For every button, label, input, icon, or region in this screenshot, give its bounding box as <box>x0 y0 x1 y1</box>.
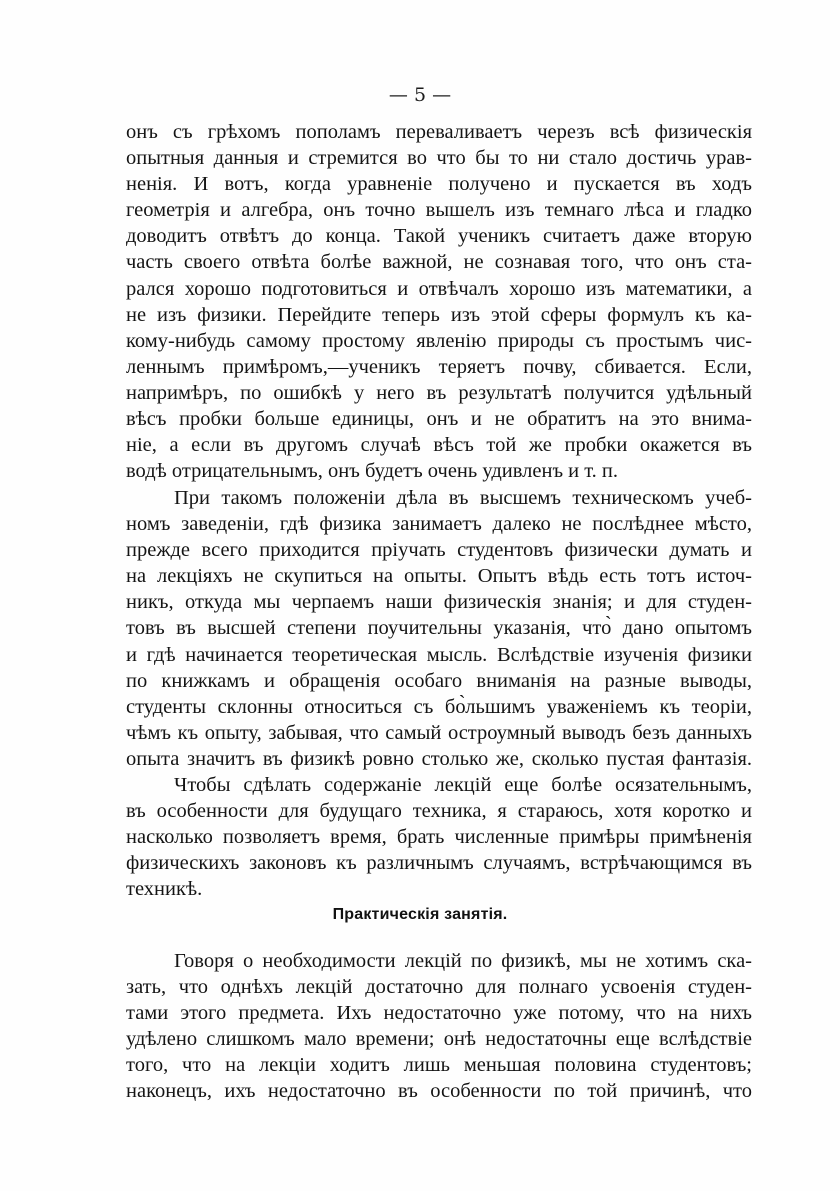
text-line: вѣсъ пробки больше единицы, онъ и не обратитъ на это внима- <box>126 408 752 431</box>
text-line: прежде всего приходится пріучать студентовъ физически думать и <box>126 539 752 562</box>
text-line: доводитъ отвѣтъ до конца. Такой ученикъ считаетъ даже вторую <box>126 225 752 248</box>
text-line: геометрія и алгебра, онъ точно вышелъ изъ темнаго лѣса и гладко <box>126 199 752 222</box>
text-line: техникѣ. <box>126 878 203 901</box>
text-line: ненія. И вотъ, когда уравненіе получено и пускается въ ходъ <box>126 173 752 196</box>
text-line: рался хорошо подготовиться и отвѣчалъ хорошо изъ математики, а <box>126 277 752 300</box>
text-line: въ особенности для будущаго техника, я стараюсь, хотя коротко и <box>126 800 752 823</box>
text-line: кому-нибудь самому простому явленію природы съ простымъ чис- <box>126 329 752 352</box>
section-heading: Практическія занятія. <box>332 906 508 923</box>
paragraph-2 <box>126 485 752 772</box>
text-line: опыта значитъ въ физикѣ ровно столько же, сколько пустая фантазія. <box>126 747 752 770</box>
page-number: — 5 — <box>388 84 452 106</box>
text-line: зать, что однѣхъ лекцій достаточно для полнаго усвоенія студен- <box>126 976 752 999</box>
text-line: того, что на лекціи ходитъ лишь меньшая половина студентовъ; <box>126 1054 752 1077</box>
text-line: физическихъ законовъ къ различнымъ случаямъ, встрѣчающимся въ <box>126 852 752 875</box>
text-line: опытныя данныя и стремится во что бы то ни стало достичь урав- <box>126 147 752 170</box>
text-line: водѣ отрицательнымъ, онъ будетъ очень удивленъ и т. п. <box>126 460 619 483</box>
text-line: ніе, а если въ другомъ случаѣ вѣсъ той же пробки окажется въ <box>126 434 752 457</box>
text-line: не изъ физики. Перейдите теперь изъ этой сферы формулъ къ ка- <box>126 303 752 326</box>
text-line: напримѣръ, по ошибкѣ у него въ результатѣ получится удѣльный <box>126 381 752 404</box>
paragraph-4 <box>126 948 752 1105</box>
text-line: по книжкамъ и обращенія особаго вниманія на разные выводы, <box>126 669 752 692</box>
paragraph-3 <box>126 772 752 902</box>
text-line: номъ заведеніи, гдѣ физика занимаетъ далеко не послѣднее мѣсто, <box>126 513 752 536</box>
text-line: часть своего отвѣта болѣе важной, не сознавая того, что онъ ста- <box>126 251 752 274</box>
text-line: на лекціяхъ не скупиться на опыты. Опытъ вѣдь есть тотъ источ- <box>126 565 752 588</box>
text-line: онъ съ грѣхомъ пополамъ переваливаетъ черезъ всѣ физическія <box>126 121 752 143</box>
text-line: и гдѣ начинается теоретическая мысль. Вслѣдствіе изученія физики <box>126 643 752 666</box>
text-line: Говоря о необходимости лекцій по физикѣ, мы не хотимъ ска- <box>174 950 752 972</box>
text-line: Чтобы сдѣлать содержаніе лекцій еще болѣе осязательнымъ, <box>174 774 752 796</box>
text-line: удѣлено слишкомъ мало времени; онѣ недостаточны еще вслѣдствіе <box>126 1028 752 1051</box>
text-line: При такомъ положеніи дѣла въ высшемъ техническомъ учеб- <box>174 487 752 509</box>
text-line: чѣмъ къ опыту, забывая, что самый остроумный выводъ безъ данныхъ <box>126 721 752 744</box>
text-line: студенты склонны относиться съ бо̀льшимъ уваженіемъ къ теоріи, <box>126 695 752 718</box>
text-line: тами этого предмета. Ихъ недостаточно уже потому, что на нихъ <box>126 1002 752 1025</box>
text-line: товъ въ высшей степени поучительны указанія, что̀ дано опытомъ <box>126 617 752 640</box>
text-line: насколько позволяетъ время, брать численные примѣры примѣненія <box>126 826 752 849</box>
text-line: никъ, откуда мы черпаемъ наши физическія знанія; и для студен- <box>126 591 752 614</box>
text-line: леннымъ примѣромъ,—ученикъ теряетъ почву, сбивается. Если, <box>126 355 752 378</box>
paragraph-1 <box>126 119 752 484</box>
text-line: наконецъ, ихъ недостаточно въ особенности по той причинѣ, что <box>126 1080 752 1103</box>
